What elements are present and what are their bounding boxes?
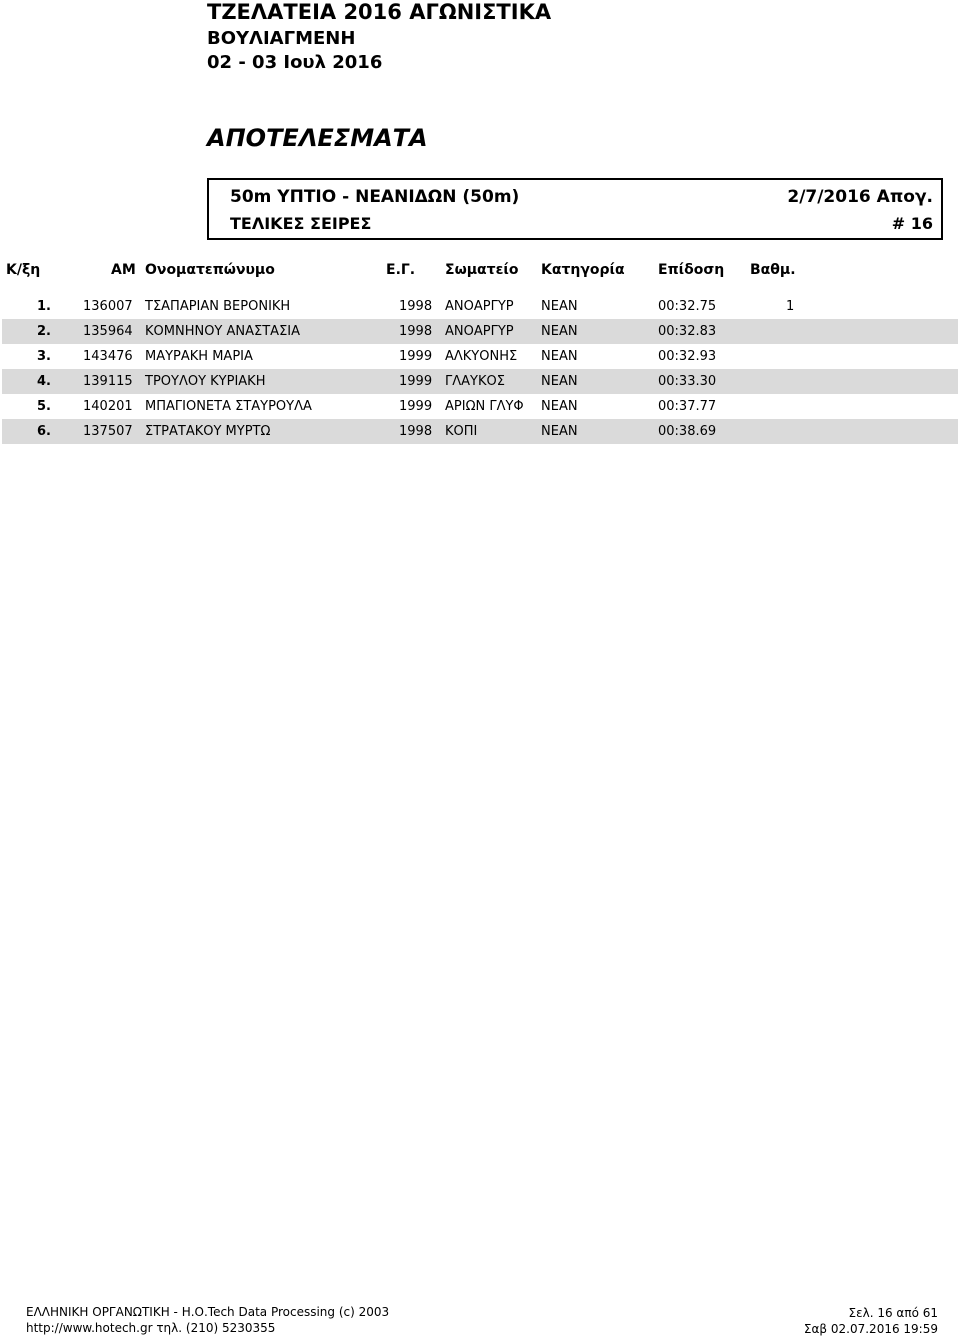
column-header-am: ΑΜ xyxy=(111,262,136,278)
footer-timestamp: Σαβ 02.07.2016 19:59 xyxy=(803,1322,938,1336)
event-date-session: 2/7/2016 Απογ. xyxy=(787,187,933,207)
meet-dates: 02 - 03 Ιουλ 2016 xyxy=(207,52,383,73)
row-club: ΑΝΟΑΡΓΥΡ xyxy=(445,324,514,339)
column-header-rank: Κ/ξη xyxy=(6,262,41,278)
row-yob: 1998 xyxy=(399,424,433,439)
row-am: 139115 xyxy=(83,374,133,389)
event-name: 50m ΥΠΤΙΟ - ΝΕΑΝΙΔΩΝ (50m) xyxy=(230,187,520,207)
row-rank: 6. xyxy=(37,424,51,439)
event-box xyxy=(207,178,943,240)
row-am: 137507 xyxy=(83,424,133,439)
table-row xyxy=(2,369,958,394)
row-rank: 5. xyxy=(37,399,51,414)
row-name: ΜΑΥΡΑΚΗ ΜΑΡΙΑ xyxy=(145,349,253,364)
row-category: ΝΕΑΝ xyxy=(541,299,578,314)
row-am: 143476 xyxy=(83,349,133,364)
row-yob: 1998 xyxy=(399,324,433,339)
row-time: 00:32.83 xyxy=(658,324,717,339)
row-club: ΚΟΠΙ xyxy=(445,424,478,439)
meet-title: ΤΖΕΛΑΤΕΙΑ 2016 ΑΓΩΝΙΣΤΙΚΑ xyxy=(207,0,552,24)
row-club: ΑΝΟΑΡΓΥΡ xyxy=(445,299,514,314)
column-header-time: Επίδοση xyxy=(658,262,725,278)
row-name: ΤΡΟΥΛΟΥ ΚΥΡΙΑΚΗ xyxy=(145,374,266,389)
row-category: ΝΕΑΝ xyxy=(541,374,578,389)
row-yob: 1999 xyxy=(399,399,433,414)
column-header-yob: Ε.Γ. xyxy=(386,262,416,278)
results-table xyxy=(2,294,958,444)
row-name: ΤΣΑΠΑΡΙΑΝ ΒΕΡΟΝΙΚΗ xyxy=(145,299,291,314)
column-header-club: Σωματείο xyxy=(445,262,519,278)
event-number: # 16 xyxy=(891,214,933,233)
table-row xyxy=(2,319,958,344)
table-row xyxy=(2,294,958,319)
event-round: ΤΕΛΙΚΕΣ ΣΕΙΡΕΣ xyxy=(230,214,372,233)
row-club: ΑΡΙΩΝ ΓΛΥΦ xyxy=(445,399,524,414)
row-time: 00:37.77 xyxy=(658,399,717,414)
row-rank: 1. xyxy=(37,299,51,314)
column-header-grade: Βαθμ. xyxy=(750,262,796,278)
table-row xyxy=(2,344,958,369)
row-rank: 2. xyxy=(37,324,51,339)
row-am: 140201 xyxy=(83,399,133,414)
row-category: ΝΕΑΝ xyxy=(541,324,578,339)
row-club: ΓΛΑΥΚΟΣ xyxy=(445,374,505,389)
table-row xyxy=(2,419,958,444)
results-title: ΑΠΟΤΕΛΕΣΜΑΤΑ xyxy=(207,124,428,152)
column-header-name: Ονοματεπώνυμο xyxy=(145,262,275,278)
row-club: ΑΛΚΥΟΝΗΣ xyxy=(445,349,518,364)
footer-organization: ΕΛΛΗΝΙΚΗ ΟΡΓΑΝΩΤΙΚΗ - Η.Ο.Tech Data Processing (c) 2003 xyxy=(26,1305,390,1319)
row-yob: 1998 xyxy=(399,299,433,314)
row-rank: 4. xyxy=(37,374,51,389)
column-header-category: Κατηγορία xyxy=(541,262,625,278)
footer-page-number: Σελ. 16 από 61 xyxy=(848,1306,938,1320)
row-category: ΝΕΑΝ xyxy=(541,349,578,364)
row-category: ΝΕΑΝ xyxy=(541,424,578,439)
table-row xyxy=(2,394,958,419)
row-grade: 1 xyxy=(786,299,795,314)
row-category: ΝΕΑΝ xyxy=(541,399,578,414)
row-yob: 1999 xyxy=(399,374,433,389)
row-am: 136007 xyxy=(83,299,133,314)
row-time: 00:32.93 xyxy=(658,349,717,364)
row-name: ΚΟΜΝΗΝΟΥ ΑΝΑΣΤΑΣΙΑ xyxy=(145,324,301,339)
row-am: 135964 xyxy=(83,324,133,339)
row-name: ΜΠΑΓΙΟΝΕΤΑ ΣΤΑΥΡΟΥΛΑ xyxy=(145,399,312,414)
footer-url-phone: http://www.hotech.gr τηλ. (210) 5230355 xyxy=(26,1321,276,1335)
row-time: 00:33.30 xyxy=(658,374,717,389)
row-rank: 3. xyxy=(37,349,51,364)
meet-venue: ΒΟΥΛΙΑΓΜΕΝΗ xyxy=(207,28,356,49)
row-name: ΣΤΡΑΤΑΚΟΥ ΜΥΡΤΩ xyxy=(145,424,271,439)
row-yob: 1999 xyxy=(399,349,433,364)
row-time: 00:32.75 xyxy=(658,299,717,314)
row-time: 00:38.69 xyxy=(658,424,717,439)
